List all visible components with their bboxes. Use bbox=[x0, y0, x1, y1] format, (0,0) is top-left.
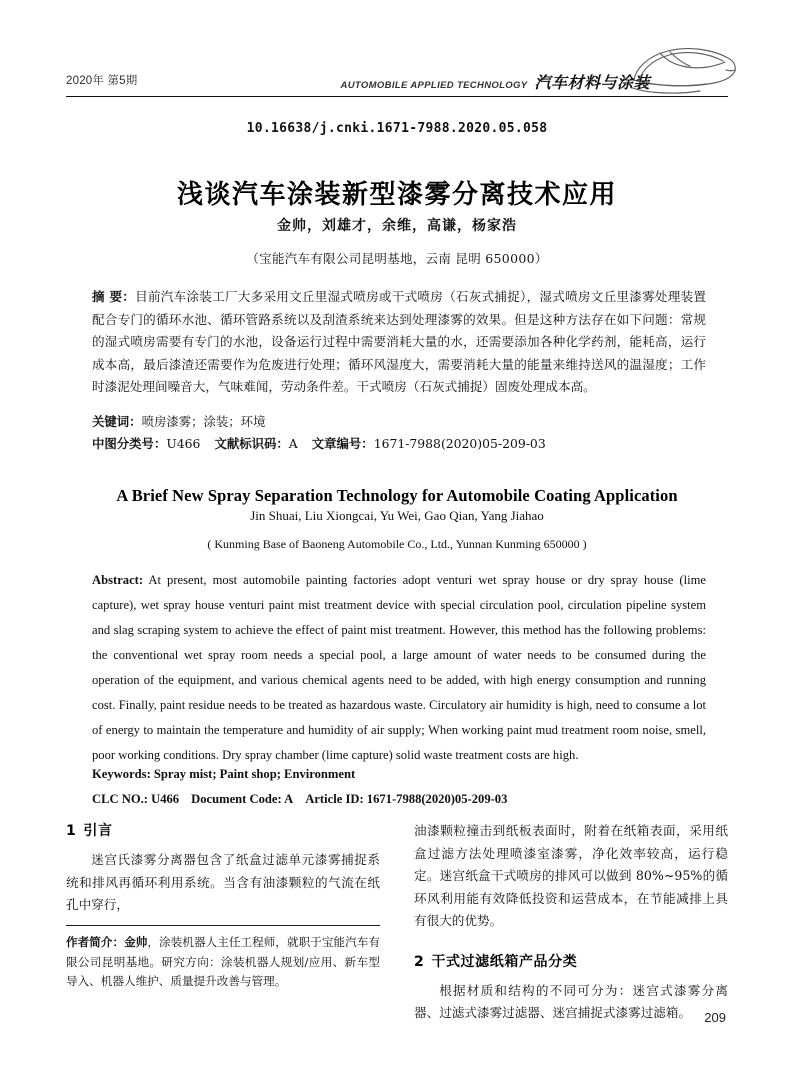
column-right-continuation: 油漆颗粒撞击到纸板表面时，附着在纸箱表面，采用纸盒过滤方法处理喷漆室漆雾，净化效率较高，运行稳定。迷宫纸盒干式喷房的排风可以做到 80%~95%的循环风利用能有效降低投资和运营成本，在节能减排上具有很大的优势。 bbox=[414, 823, 728, 928]
keywords-cn-label: 关键词： bbox=[92, 414, 142, 429]
journal-title-en: AUTOMOBILE APPLIED TECHNOLOGY bbox=[340, 80, 528, 91]
clc-line-cn bbox=[92, 433, 706, 455]
clc-line-en bbox=[92, 787, 706, 811]
clc-cn-value: U466 bbox=[166, 436, 201, 451]
section-2-paragraph: 根据材质和结构的不同可分为：迷宫式漆雾分离器、过滤式漆雾过滤器、迷宫捕捉式漆雾过滤箱。 bbox=[414, 982, 728, 1020]
abstract-cn-text: 目前汽车涂装工厂大多采用文丘里湿式喷房或干式喷房（石灰式捕捉），湿式喷房文丘里漆雾处理装置配合专门的循环水池、循环管路系统以及刮渣系统来达到处理漆雾的效果。但是这种方法存在如下问题：常规的湿式喷房需要有专门的水池，设备运行过程中需要消耗大量的水，还需要添加各种化学药剂，能耗高，运行成本高，最后漆渣还需要作为危废进行处理；循环风湿度大，需要消耗大量的能量来维持送风的温湿度；工作时漆泥处理间噪音大，气味难闻，劳动条件差。干式喷房（石灰式捕捉）固废处理成本高。 bbox=[92, 289, 706, 394]
section-2-number: 2 bbox=[414, 953, 425, 970]
abstract-en-text: At present, most automobile painting factories adopt venturi wet spray house or dry spray house (lime capture), wet spray house venturi paint mist treatment device with special circulation pool, circulation pipeline system and slag scraping system to achieve the effect of paint mist treatment. However, this method has the following problems: the conventional wet spray room needs a special pool, a large amount of water needs to be consumed during the operation of the equipment, and various chemical agents need to be added, with high energy consumption and running cost. Finally, paint residue needs to be treated as hazardous waste. Circulatory air humidity is high, need to consume a lot of energy to maintain the temperature and humidity of air supply; When working paint mud treatment room noise, smell, poor working conditions. Dry spray chamber (lime capture) solid waste treatment costs are high. bbox=[92, 573, 706, 762]
abstract-cn bbox=[92, 286, 706, 399]
doc-code-cn-value: A bbox=[288, 436, 298, 451]
journal-nameplate bbox=[341, 70, 650, 93]
author-bio-label: 作者简介： bbox=[66, 935, 125, 949]
column-left bbox=[66, 820, 380, 917]
abstract-en-label: Abstract: bbox=[92, 573, 144, 587]
page-content bbox=[66, 0, 728, 1077]
author-bio-text bbox=[66, 933, 380, 992]
affiliation-en: ( Kunming Base of Baoneng Automobile Co., Ltd., Yunnan Kunming 650000 ) bbox=[207, 537, 587, 551]
abstract-en bbox=[92, 568, 706, 768]
page-title-en: A Brief New Spray Separation Technology for Automobile Coating Application bbox=[116, 485, 678, 505]
abstract-cn-label: 摘 要： bbox=[92, 289, 136, 304]
affiliation-cn: （宝能汽车有限公司昆明基地，云南 昆明 650000） bbox=[246, 251, 548, 266]
car-outline-icon bbox=[630, 40, 738, 94]
section-heading-2 bbox=[414, 951, 728, 971]
section-1-number: 1 bbox=[66, 823, 77, 839]
doc-code-en-value: Document Code: A bbox=[191, 792, 294, 806]
page-number: 209 bbox=[704, 1010, 726, 1025]
header-divider-rule bbox=[66, 96, 728, 97]
article-id-cn-label: 文章编号： bbox=[311, 436, 374, 451]
running-head bbox=[66, 66, 728, 98]
section-2-title: 干式过滤纸箱产品分类 bbox=[431, 953, 578, 970]
doi-line: 10.16638/j.cnki.1671-7988.2020.05.058 bbox=[246, 121, 548, 136]
author-bio-name: 金帅 bbox=[124, 935, 148, 949]
clc-cn-label: 中图分类号： bbox=[92, 436, 167, 451]
journal-title-cn: 汽车材料与涂装 bbox=[534, 73, 650, 92]
authors-cn: 金帅，刘雄才，余维，高谦，杨家浩 bbox=[277, 218, 517, 234]
clc-en-value: CLC NO.: U466 bbox=[92, 792, 180, 806]
column-right bbox=[414, 820, 728, 1025]
keywords-cn bbox=[92, 411, 706, 433]
author-bio-detail: ，涂装机器人主任工程师，就职于宝能汽车有限公司昆明基地。研究方向：涂装机器人规划/应用、新车型导入、机器人维护、质量提升改善与管理。 bbox=[66, 935, 380, 988]
page-title-cn: 浅谈汽车涂装新型漆雾分离技术应用 bbox=[176, 180, 617, 211]
keywords-cn-text: 喷房漆雾；涂装；环境 bbox=[141, 414, 266, 429]
section-heading-1 bbox=[66, 820, 380, 840]
article-id-cn-value: 1671-7988(2020)05-209-03 bbox=[373, 436, 546, 451]
authors-en: Jin Shuai, Liu Xiongcai, Yu Wei, Gao Qian, Yang Jiahao bbox=[250, 508, 544, 523]
issue-label: 2020年 第5期 bbox=[66, 75, 138, 87]
section-1-title: 引言 bbox=[83, 823, 113, 839]
doc-code-cn-label: 文献标识码： bbox=[214, 436, 289, 451]
keywords-en: Keywords: Spray mist; Paint shop; Environment bbox=[92, 767, 356, 781]
article-id-en-value: Article ID: 1671-7988(2020)05-209-03 bbox=[305, 792, 508, 806]
author-bio-footnote bbox=[66, 925, 380, 992]
section-1-paragraph: 迷宫氏漆雾分离器包含了纸盒过滤单元漆雾捕捉系统和排风再循环利用系统。当含有油漆颗粒的气流在纸孔中穿行， bbox=[66, 852, 380, 912]
